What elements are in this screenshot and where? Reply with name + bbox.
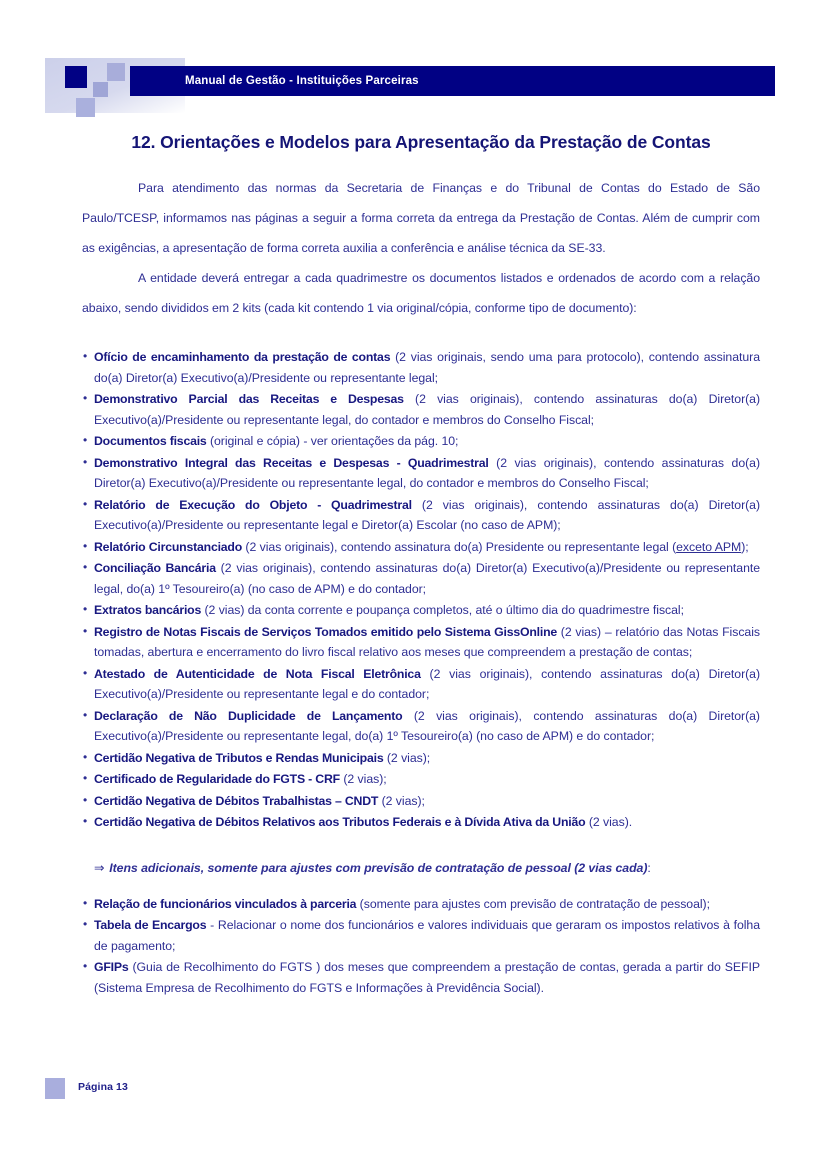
page-footer: [45, 1078, 345, 1102]
list-item: [82, 957, 760, 998]
required-document-underlined: exceto APM: [676, 539, 742, 554]
header-title: Manual de Gestão - Instituições Parceiras: [185, 75, 419, 87]
additional-document-detail: - Relacionar o nome dos funcionários e valores individuais que geraram os impostos relativos à folha de pagamento;: [94, 918, 760, 953]
required-document-lead: Relatório de Execução do Objeto - Quadrimestral: [94, 497, 412, 512]
list-item: [82, 537, 760, 558]
list-item: [82, 748, 760, 769]
additional-document-lead: Tabela de Encargos: [94, 918, 207, 932]
required-document-detail: (2 vias) – relatório das Notas Fiscais tomadas, abertura e encerramento do livro fiscal relativo aos meses que compreendem a prestação de contas;: [94, 624, 760, 659]
intro-paragraph-1: Para atendimento das normas da Secretaria de Finanças e do Tribunal de Contas do Estado de São Paulo/TCESP, informamos nas páginas a seguir a forma correta da entrega da Prestação de Contas. Além de cumprir com as exigências, a apresentação de forma correta auxilia a conferência e análise técnica da SE-33.: [82, 181, 760, 255]
footer-square-icon: [45, 1078, 65, 1099]
list-item: [82, 894, 760, 915]
required-document-detail: (2 vias);: [383, 750, 431, 765]
required-document-detail: (2 vias originais), contendo assinaturas do(a) Diretor(a) Executivo(a)/Presidente ou representante legal, do contador e membros do Conselho Fiscal;: [94, 455, 760, 490]
required-documents-list: [82, 347, 760, 833]
header-square-navy-icon: [65, 66, 87, 88]
intro-paragraph-2: A entidade deverá entregar a cada quadrimestre os documentos listados e ordenados de acordo com a relação abaixo, sendo divididos em 2 kits (cada kit contendo 1 via original/cópia, conforme tipo de documento):: [82, 271, 760, 315]
required-document-detail: (2 vias originais), contendo assinaturas do(a) Diretor(a) Executivo(a)/Presidente ou representante legal, do(a) 1º Tesoureiro(a) (no caso de APM) e do contador;: [94, 708, 760, 743]
list-item: [82, 664, 760, 705]
additional-items-note-text: Itens adicionais, somente para ajustes com previsão de contratação de pessoal (2 vias cada): [109, 860, 648, 875]
required-document-lead: Certidão Negativa de Débitos Trabalhistas – CNDT: [94, 793, 379, 808]
page-number-label: Página 13: [78, 1081, 128, 1093]
required-document-detail: (2 vias originais), contendo assinaturas do(a) Diretor(a) Executivo(a)/Presidente ou representante legal e Diretor(a) Escolar (no caso de APM);: [94, 497, 760, 532]
required-document-lead: Conciliação Bancária: [94, 561, 216, 575]
header-title-bar: [130, 66, 775, 96]
required-document-lead: Certificado de Regularidade do FGTS - CRF: [94, 772, 340, 786]
list-item: [82, 769, 760, 790]
additional-document-detail: (somente para ajustes com previsão de contratação de pessoal);: [356, 896, 710, 911]
required-document-detail: (2 vias originais), contendo assinaturas do(a) Diretor(a) Executivo(a)/Presidente ou representante legal, do contador e membros do Conselho Fiscal;: [94, 392, 760, 427]
page-header: [45, 58, 775, 113]
additional-items-note-tail: :: [647, 860, 651, 875]
list-item: [82, 622, 760, 663]
required-document-lead: Ofício de encaminhamento da prestação de contas: [94, 350, 391, 364]
required-document-lead: Certidão Negativa de Débitos Relativos aos Tributos Federais e à Dívida Ativa da União: [94, 815, 586, 829]
list-item: [82, 791, 760, 812]
list-item: [82, 495, 760, 536]
required-document-lead: Declaração de Não Duplicidade de Lançamento: [94, 708, 403, 723]
header-square-lilac-b-icon: [93, 82, 108, 97]
required-document-lead: Certidão Negativa de Tributos e Rendas Municipais: [94, 750, 384, 765]
list-item: [82, 431, 760, 452]
required-document-lead: Extratos bancários: [94, 603, 202, 617]
additional-document-detail: (Guia de Recolhimento do FGTS ) dos meses que compreendem a prestação de contas, gerada a partir do SEFIP (Sistema Empresa de Recolhimento do FGTS e Informações à Previdência Social).: [94, 960, 760, 995]
required-document-lead: Documentos fiscais: [94, 434, 207, 448]
required-document-detail: (2 vias originais), contendo assinaturas do(a) Diretor(a) Executivo(a)/Presidente ou representante legal e do contador;: [94, 666, 760, 701]
required-document-detail: (2 vias originais), contendo assinatura do(a) Presidente ou representante legal (: [242, 539, 677, 554]
list-item: [82, 706, 760, 747]
required-document-lead: Atestado de Autenticidade de Nota Fiscal Eletrônica: [94, 666, 421, 681]
list-item: [82, 812, 760, 833]
required-document-detail-cont: );: [741, 539, 749, 554]
additional-document-lead: GFIPs: [94, 960, 129, 974]
required-document-lead: Relatório Circunstanciado: [94, 539, 243, 554]
list-item: [82, 453, 760, 494]
spacer: [82, 323, 760, 347]
document-content: [82, 132, 760, 999]
additional-document-lead: Relação de funcionários vinculados à parceria: [94, 896, 357, 911]
required-document-detail: (2 vias);: [378, 793, 425, 808]
double-arrow-icon: ⇒: [94, 860, 105, 875]
required-document-detail: (2 vias).: [585, 815, 633, 829]
additional-items-note: [82, 858, 760, 878]
required-document-detail: (original e cópia) - ver orientações da pág. 10;: [206, 434, 459, 448]
list-item: [82, 389, 760, 430]
list-item: [82, 600, 760, 621]
required-document-lead: Registro de Notas Fiscais de Serviços Tomados emitido pelo Sistema GissOnline: [94, 624, 558, 639]
required-document-detail: (2 vias originais, sendo uma para protocolo), contendo assinatura do(a) Diretor(a) Executivo(a)/Presidente ou representante legal;: [94, 350, 760, 385]
header-square-lilac-c-icon: [76, 98, 95, 117]
required-document-lead: Demonstrativo Integral das Receitas e Despesas - Quadrimestral: [94, 455, 489, 470]
required-document-detail: (2 vias);: [339, 772, 387, 786]
list-item: [82, 347, 760, 388]
spacer: [82, 878, 760, 894]
header-square-lilac-a-icon: [107, 63, 125, 81]
list-item: [82, 915, 760, 956]
required-document-detail: (2 vias) da conta corrente e poupança completos, até o último dia do quadrimestre fiscal;: [201, 603, 684, 617]
spacer: [82, 834, 760, 858]
page-title: 12. Orientações e Modelos para Apresentação da Prestação de Contas: [131, 132, 711, 152]
list-item: [82, 558, 760, 599]
additional-documents-list: [82, 894, 760, 999]
required-document-detail: (2 vias originais), contendo assinaturas do(a) Diretor(a) Executivo(a)/Presidente ou representante legal, do(a) 1º Tesoureiro(a) (no caso de APM) e do contador;: [94, 561, 761, 596]
required-document-lead: Demonstrativo Parcial das Receitas e Despesas: [94, 392, 404, 406]
